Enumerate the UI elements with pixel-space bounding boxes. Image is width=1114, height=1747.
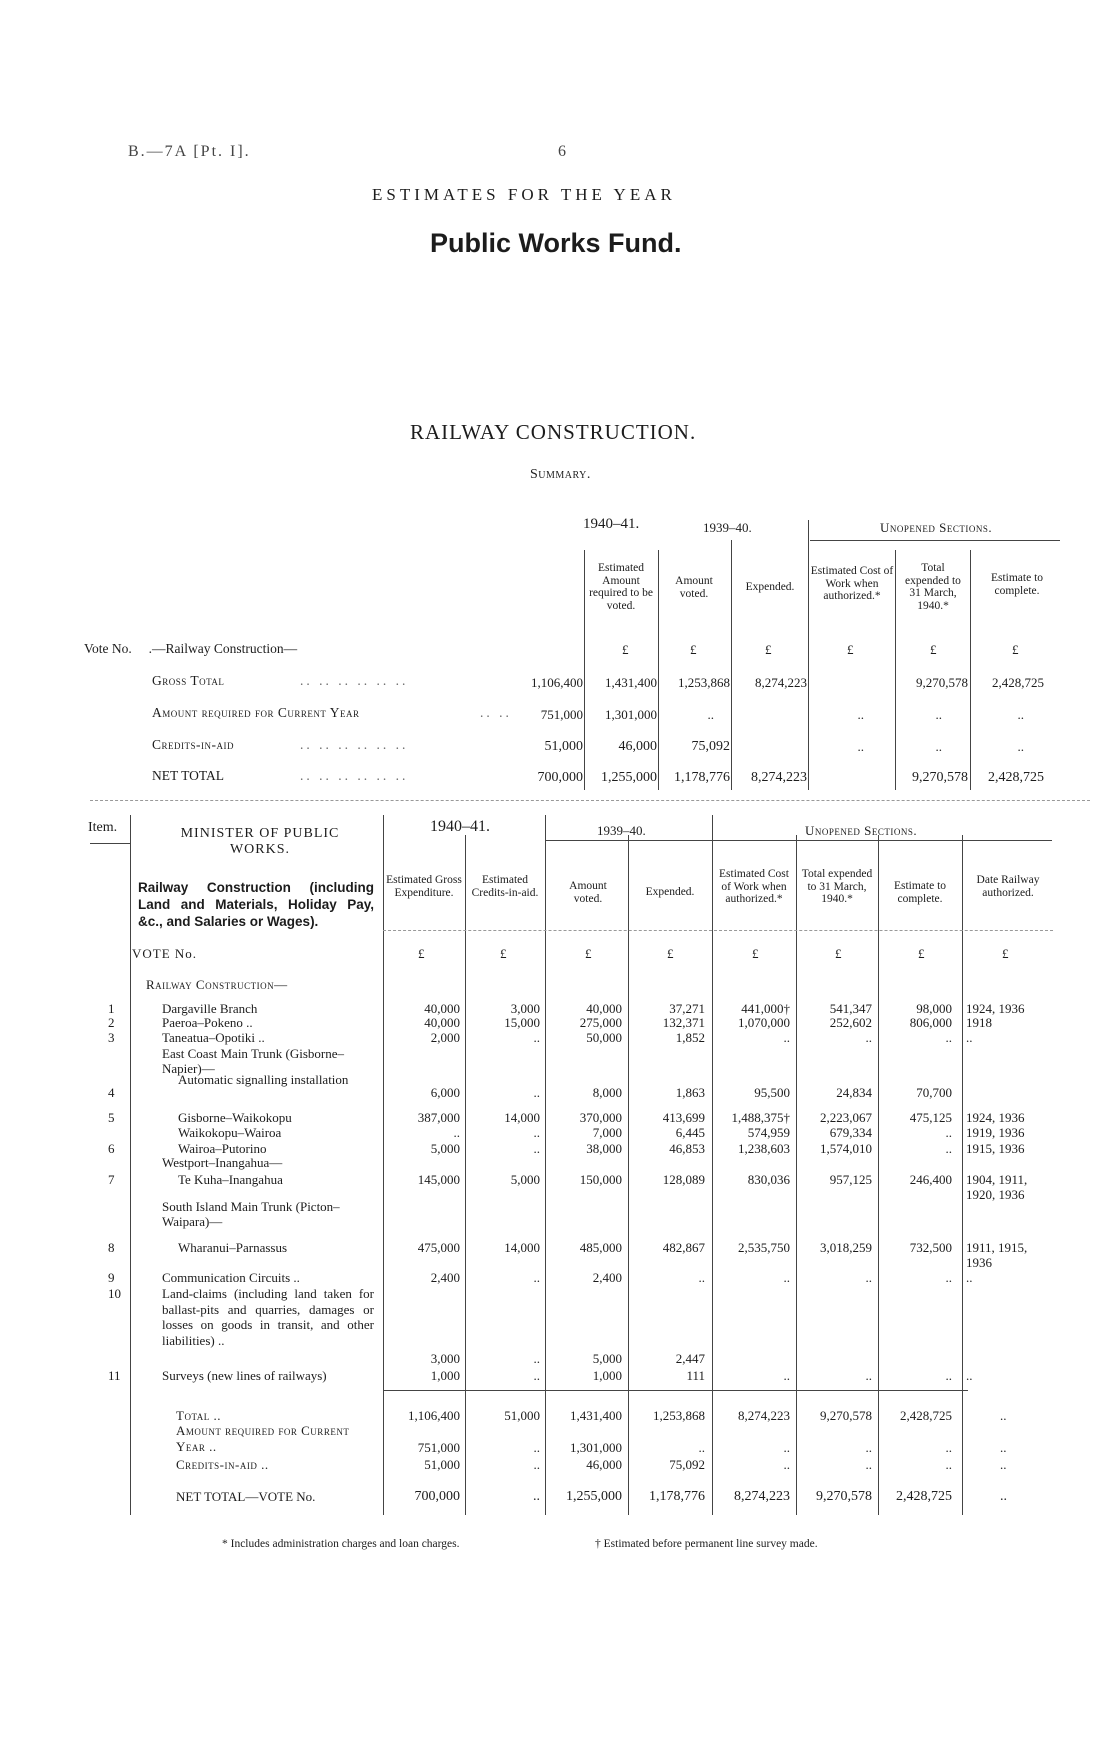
page-heading: ESTIMATES FOR THE YEAR <box>372 185 676 204</box>
detail-col-date: Date Railway authorized. <box>976 874 1040 899</box>
item-value: .. <box>865 1030 872 1045</box>
summary-value: 1,301,000 <box>605 707 657 722</box>
total-value: 8,274,223 <box>734 1489 790 1504</box>
summary-col-expended: Expended. <box>745 581 795 593</box>
item-number: 11 <box>108 1368 121 1383</box>
detail-currency: £ <box>1002 946 1009 961</box>
item-value: .. <box>945 1270 952 1285</box>
item-number: 6 <box>108 1141 115 1156</box>
detail-vote-no: VOTE No. <box>132 946 198 961</box>
item-value: .. <box>945 1368 952 1383</box>
item-value: 95,500 <box>754 1085 790 1100</box>
item-value: 128,089 <box>662 1172 705 1187</box>
total-value: .. <box>783 1440 790 1455</box>
total-value: .. <box>865 1457 872 1472</box>
item-value: .. <box>533 1270 540 1285</box>
summary-currency: £ <box>690 642 697 657</box>
leader-dots: .. .. <box>480 705 512 720</box>
total-value: .. <box>533 1440 540 1455</box>
total-value: 51,000 <box>424 1457 460 1472</box>
item-value: .. <box>966 1368 973 1383</box>
detail-col-credits: Estimated Credits-in-aid. <box>471 874 539 899</box>
item-value: .. <box>945 1141 952 1156</box>
item-number: 10 <box>108 1286 121 1301</box>
item-value: 1,000 <box>430 1368 460 1383</box>
summary-group-unopened: Unopened Sections. <box>880 520 993 535</box>
item-value: 252,602 <box>829 1015 872 1030</box>
summary-currency: £ <box>622 642 629 657</box>
item-value: 1904, 1911, 1920, 1936 <box>966 1172 1028 1202</box>
item-value: 1911, 1915, 1936 <box>966 1240 1028 1270</box>
item-name: Surveys (new lines of railways) <box>162 1368 327 1383</box>
total-value: 9,270,578 <box>816 1489 872 1504</box>
item-value: 40,000 <box>586 1001 622 1016</box>
item-value: 679,334 <box>829 1125 872 1140</box>
summary-value: 8,274,223 <box>755 675 807 690</box>
detail-col-total-exp: Total expended to 31 March, 1940.* <box>801 868 873 905</box>
item-value: 14,000 <box>504 1240 540 1255</box>
total-value: .. <box>1000 1457 1007 1472</box>
item-value: 46,853 <box>669 1141 705 1156</box>
item-value: 15,000 <box>504 1015 540 1030</box>
item-number: 8 <box>108 1240 115 1255</box>
item-value: 2,447 <box>675 1351 705 1366</box>
summary-value: 46,000 <box>618 739 657 754</box>
total-value: 1,253,868 <box>653 1408 705 1423</box>
item-value: 1915, 1936 <box>966 1141 1025 1156</box>
summary-value: 8,274,223 <box>751 770 807 785</box>
item-value: .. <box>533 1085 540 1100</box>
summary-group-1940: 1940–41. <box>583 516 640 532</box>
item-value: .. <box>783 1270 790 1285</box>
item-value: 830,036 <box>747 1172 790 1187</box>
summary-currency: £ <box>930 642 937 657</box>
item-value: 40,000 <box>424 1001 460 1016</box>
summary-row-label: Amount required for Current Year <box>152 705 360 720</box>
summary-value: 751,000 <box>540 707 583 722</box>
leader-dots: .. .. .. .. .. .. <box>300 673 409 688</box>
item-value: 1924, 1936 <box>966 1110 1025 1125</box>
detail-group-1940: 1940–41. <box>430 818 490 835</box>
item-value: 275,000 <box>579 1015 622 1030</box>
summary-value: 51,000 <box>544 739 583 754</box>
summary-currency: £ <box>1012 642 1019 657</box>
summary-value: 2,428,725 <box>992 675 1044 690</box>
total-value: 2,428,725 <box>900 1408 952 1423</box>
item-value: .. <box>533 1351 540 1366</box>
detail-col-gross: Estimated Gross Expenditure. <box>386 874 462 899</box>
item-name: Communication Circuits .. <box>162 1270 300 1285</box>
summary-currency: £ <box>847 642 854 657</box>
total-value: 1,106,400 <box>408 1408 460 1423</box>
summary-value: 1,106,400 <box>531 675 583 690</box>
item-value: 574,959 <box>747 1125 790 1140</box>
summary-value: 9,270,578 <box>912 770 968 785</box>
leader-dots: .. .. .. .. .. .. <box>300 737 409 752</box>
summary-value: .. <box>935 707 942 722</box>
item-value: 1919, 1936 <box>966 1125 1025 1140</box>
detail-col-expended: Expended. <box>645 886 695 898</box>
item-value: 2,535,750 <box>738 1240 790 1255</box>
item-value: 370,000 <box>579 1110 622 1125</box>
item-value: 3,000 <box>430 1351 460 1366</box>
item-value: 2,000 <box>430 1030 460 1045</box>
detail-vote-title: Railway Construction (including Land and Materials, Holiday Pay, &c., and Salaries or Wages). <box>138 880 374 929</box>
summary-value: .. <box>857 707 864 722</box>
item-value: 732,500 <box>909 1240 952 1255</box>
summary-vote-label: Vote No. .—Railway Construction— <box>84 641 298 656</box>
detail-currency: £ <box>500 946 507 961</box>
item-value: 1,852 <box>675 1030 705 1045</box>
item-number: 9 <box>108 1270 115 1285</box>
total-value: 2,428,725 <box>896 1489 952 1504</box>
summary-value: .. <box>1017 739 1024 754</box>
item-value: 40,000 <box>424 1015 460 1030</box>
summary-value: 1,255,000 <box>601 770 657 785</box>
item-value: 413,699 <box>662 1110 705 1125</box>
item-value: 24,834 <box>836 1085 872 1100</box>
detail-col-complete: Estimate to complete. <box>893 880 947 905</box>
fund-title: Public Works Fund. <box>430 228 682 258</box>
total-value: 1,301,000 <box>570 1440 622 1455</box>
detail-minister: MINISTER OF PUBLIC WORKS. <box>180 826 340 857</box>
total-value: .. <box>533 1457 540 1472</box>
item-value: .. <box>945 1125 952 1140</box>
summary-value: .. <box>935 739 942 754</box>
total-label: NET TOTAL—VOTE No. <box>176 1489 316 1504</box>
total-value: 46,000 <box>586 1457 622 1472</box>
footnote-star: * Includes administration charges and loan charges. <box>222 1538 460 1550</box>
item-value: 387,000 <box>417 1110 460 1125</box>
summary-value: .. <box>1017 707 1024 722</box>
summary-row-label: NET TOTAL <box>152 768 225 783</box>
total-value: .. <box>1000 1440 1007 1455</box>
item-number: 4 <box>108 1085 115 1100</box>
detail-currency: £ <box>835 946 842 961</box>
summary-value: .. <box>857 739 864 754</box>
item-name: Waikokopu–Wairoa <box>178 1125 282 1140</box>
item-value: 98,000 <box>916 1001 952 1016</box>
item-value: .. <box>865 1368 872 1383</box>
item-value: 145,000 <box>417 1172 460 1187</box>
summary-row-label: Gross Total <box>152 673 225 688</box>
item-value: 957,125 <box>829 1172 872 1187</box>
detail-currency: £ <box>667 946 674 961</box>
item-value: 246,400 <box>909 1172 952 1187</box>
item-value: 806,000 <box>909 1015 952 1030</box>
summary-value: 2,428,725 <box>988 770 1044 785</box>
item-number: 2 <box>108 1015 115 1030</box>
detail-group-label: Railway Construction— <box>146 977 288 992</box>
total-value: 8,274,223 <box>738 1408 790 1423</box>
item-value: 1,238,603 <box>738 1141 790 1156</box>
detail-currency: £ <box>752 946 759 961</box>
detail-currency: £ <box>585 946 592 961</box>
page-number: 6 <box>558 143 566 160</box>
item-value: 7,000 <box>592 1125 622 1140</box>
summary-value: 1,431,400 <box>605 675 657 690</box>
item-value: .. <box>966 1270 973 1285</box>
detail-currency: £ <box>918 946 925 961</box>
detail-currency: £ <box>418 946 425 961</box>
item-value: 6,000 <box>430 1085 460 1100</box>
item-value: 8,000 <box>592 1085 622 1100</box>
item-value: 3,000 <box>510 1001 540 1016</box>
item-value: 70,700 <box>916 1085 952 1100</box>
detail-col-voted: Amount voted. <box>569 880 607 905</box>
total-value: 1,255,000 <box>566 1489 622 1504</box>
item-value: 2,223,067 <box>820 1110 872 1125</box>
item-value: 1924, 1936 <box>966 1001 1025 1016</box>
item-number: 5 <box>108 1110 115 1125</box>
item-value: 5,000 <box>430 1141 460 1156</box>
page-ref: B.—7A [Pt. I]. <box>128 143 251 160</box>
item-value: 1,574,010 <box>820 1141 872 1156</box>
detail-group-unopened: Unopened Sections. <box>805 823 918 838</box>
total-value: .. <box>1000 1408 1007 1423</box>
item-value: .. <box>966 1030 973 1045</box>
total-value: 51,000 <box>504 1408 540 1423</box>
total-value: 700,000 <box>414 1489 460 1504</box>
summary-col-estimate-complete: Estimate to complete. <box>990 572 1044 597</box>
total-label: Total .. <box>176 1408 221 1423</box>
subhead-east-coast: East Coast Main Trunk (Gisborne–Napier)— <box>162 1046 344 1076</box>
summary-col-amount-voted: Amount voted. <box>675 575 713 600</box>
summary-currency: £ <box>765 642 772 657</box>
total-value: 751,000 <box>417 1440 460 1455</box>
detail-col-cost: Estimated Cost of Work when authorized.* <box>719 868 789 905</box>
item-value: .. <box>453 1125 460 1140</box>
summary-group-1939: 1939–40. <box>703 520 752 535</box>
item-value: .. <box>533 1141 540 1156</box>
item-value: 38,000 <box>586 1141 622 1156</box>
total-value: 1,178,776 <box>649 1489 705 1504</box>
total-value: .. <box>533 1489 540 1504</box>
item-value: 6,445 <box>675 1125 705 1140</box>
summary-value: 1,178,776 <box>674 770 730 785</box>
item-value: 37,271 <box>669 1001 705 1016</box>
item-value: .. <box>783 1030 790 1045</box>
detail-group-1939: 1939–40. <box>597 823 646 838</box>
summary-value: 75,092 <box>691 739 730 754</box>
summary-col-est-cost: Estimated Cost of Work when authorized.* <box>810 565 894 602</box>
total-value: .. <box>865 1440 872 1455</box>
item-value: 475,125 <box>909 1110 952 1125</box>
total-label: Amount required for Current Year .. <box>176 1423 350 1454</box>
total-value: 1,431,400 <box>570 1408 622 1423</box>
subhead-westport: Westport–Inangahua— <box>162 1155 283 1170</box>
item-value: 5,000 <box>592 1351 622 1366</box>
item-value: 475,000 <box>417 1240 460 1255</box>
item-value: 1,488,375† <box>731 1110 790 1125</box>
item-value: .. <box>945 1030 952 1045</box>
item-name: Wairoa–Putorino <box>178 1141 267 1156</box>
item-value: .. <box>783 1368 790 1383</box>
summary-value: 700,000 <box>537 770 583 785</box>
item-value: 1,863 <box>675 1085 705 1100</box>
summary-row-label: Credits-in-aid <box>152 737 234 752</box>
item-name: Taneatua–Opotiki .. <box>162 1030 265 1045</box>
subsection-title: Summary. <box>530 467 591 482</box>
item-value: .. <box>533 1125 540 1140</box>
item-value: 5,000 <box>510 1172 540 1187</box>
item-value: 1,000 <box>592 1368 622 1383</box>
item-name: Gisborne–Waikokopu <box>178 1110 292 1125</box>
item-number: 3 <box>108 1030 115 1045</box>
item-name: Wharanui–Parnassus <box>178 1240 288 1255</box>
item-value: .. <box>865 1270 872 1285</box>
item-value: 2,400 <box>430 1270 460 1285</box>
total-value: .. <box>698 1440 705 1455</box>
item-value: 132,371 <box>662 1015 705 1030</box>
summary-value: 9,270,578 <box>916 675 968 690</box>
item-value: 150,000 <box>579 1172 622 1187</box>
item-value: 485,000 <box>579 1240 622 1255</box>
item-name: Automatic signalling installation <box>178 1072 349 1087</box>
item-value: 111 <box>686 1368 705 1383</box>
subhead-south-island: South Island Main Trunk (Picton–Waipara)— <box>162 1199 340 1229</box>
total-value: .. <box>945 1440 952 1455</box>
item-value: 3,018,259 <box>820 1240 872 1255</box>
total-value: .. <box>1000 1489 1007 1504</box>
item-value: 14,000 <box>504 1110 540 1125</box>
total-label: Credits-in-aid .. <box>176 1457 269 1472</box>
item-value: .. <box>698 1270 705 1285</box>
item-number: 1 <box>108 1001 115 1016</box>
item-name: Land-claims (including land taken for ballast-pits and quarries, damages or losses on goods in transit, and other liabilities) .. <box>162 1286 374 1348</box>
total-value: 75,092 <box>669 1457 705 1472</box>
summary-value: .. <box>707 707 714 722</box>
summary-col-est-required: Estimated Amount required to be voted. <box>589 562 653 612</box>
item-value: 1,070,000 <box>738 1015 790 1030</box>
item-number: 7 <box>108 1172 115 1187</box>
summary-col-total-expended: Total expended to 31 March, 1940.* <box>905 562 961 612</box>
total-value: .. <box>945 1457 952 1472</box>
item-name: Te Kuha–Inangahua <box>178 1172 283 1187</box>
item-value: 2,400 <box>592 1270 622 1285</box>
leader-dots: .. .. .. .. .. .. <box>300 768 409 783</box>
item-value: 50,000 <box>586 1030 622 1045</box>
item-name: Dargaville Branch <box>162 1001 258 1016</box>
item-value: 441,000† <box>741 1001 790 1016</box>
footnote-dagger: † Estimated before permanent line survey made. <box>595 1538 818 1550</box>
section-title: RAILWAY CONSTRUCTION. <box>410 420 697 444</box>
item-value: 541,347 <box>829 1001 872 1016</box>
item-value: 482,867 <box>662 1240 705 1255</box>
item-name: Paeroa–Pokeno .. <box>162 1015 253 1030</box>
detail-col-item: Item. <box>88 820 118 835</box>
total-value: 9,270,578 <box>820 1408 872 1423</box>
item-value: .. <box>533 1368 540 1383</box>
item-value: .. <box>533 1030 540 1045</box>
total-value: .. <box>783 1457 790 1472</box>
summary-value: 1,253,868 <box>678 675 730 690</box>
item-value: 1918 <box>966 1015 992 1030</box>
